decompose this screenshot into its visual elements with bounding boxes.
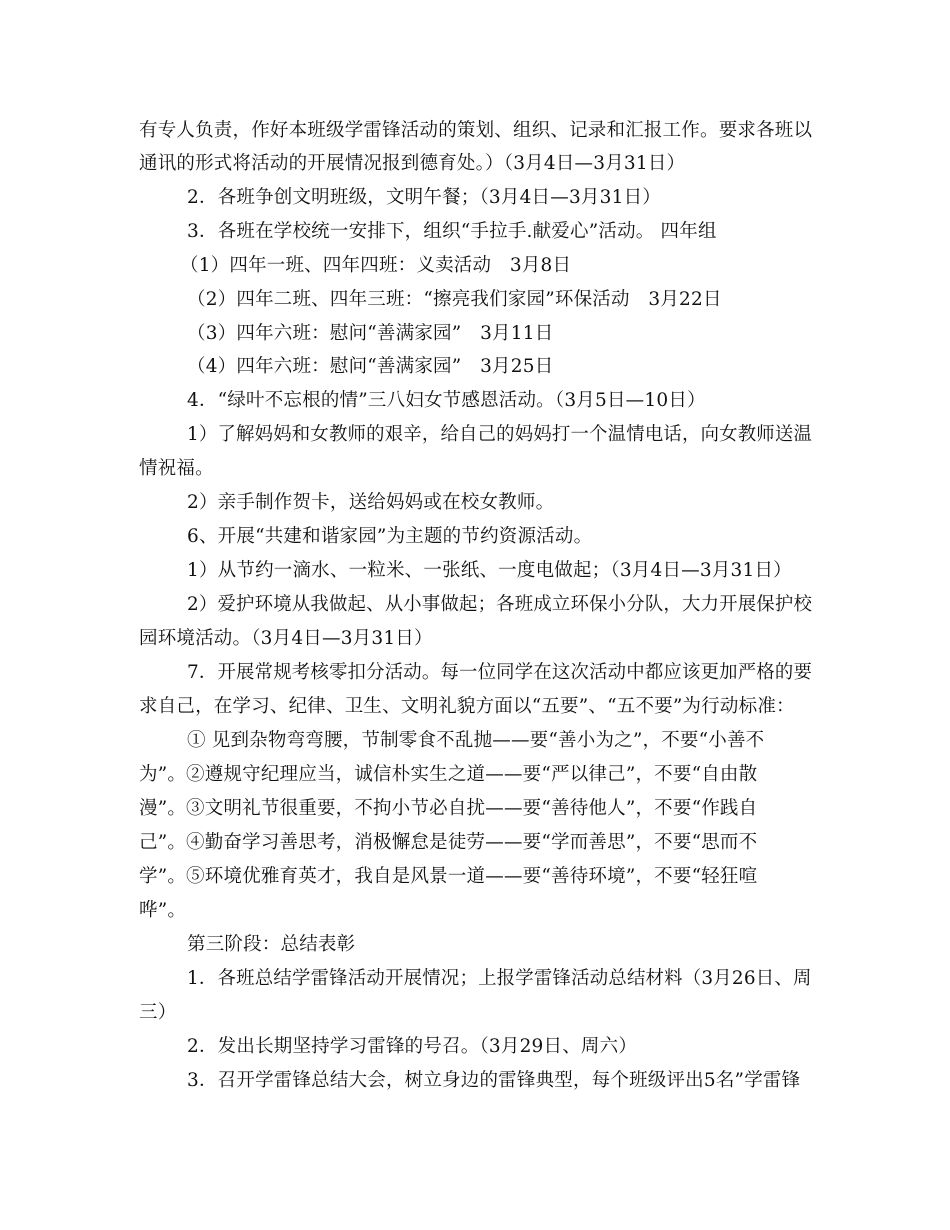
text-line: 求自己，在学习、纪律、卫生、文明礼貌方面以“五要”、“五不要”为行动标准： (139, 696, 795, 717)
text-line: 为”。②遵规守纪理应当，诚信朴实生之道——要“严以律己”，不要“自由散 (139, 764, 758, 785)
text-line: 漫”。③文明礼节很重要，不拘小节必自扰——要“善待他人”，不要“作践自 (139, 798, 758, 819)
text-line: （1）四年一班、四年四班：义卖活动 3月8日 (180, 255, 572, 276)
text-line: 情祝福。 (139, 458, 214, 479)
text-line: 己”。④勤奋学习善思考，消极懈怠是徒劳——要“学而善思”，不要“思而不 (139, 832, 758, 853)
text-line: 学”。⑤环境优雅育英才，我自是风景一道——要“善待环境”，不要“轻狂喧 (139, 866, 758, 887)
section-heading: 第三阶段：总结表彰 (187, 934, 356, 955)
text-line: 3．各班在学校统一安排下，组织“手拉手.献爱心”活动。 四年组 (187, 221, 717, 242)
text-line: 园环境活动。（3月4日—3月31日） (139, 628, 433, 649)
text-line: 2．发出长期坚持学习雷锋的号召。（3月29日、周六） (187, 1036, 638, 1057)
text-line: 7．开展常规考核零扣分活动。每一位同学在这次活动中都应该更加严格的要 (187, 662, 813, 683)
text-line: 三） (139, 1002, 177, 1023)
text-line: （4）四年六班：慰问“善满家园” 3月25日 (187, 356, 554, 377)
text-line: 3．召开学雷锋总结大会，树立身边的雷锋典型，每个班级评出5名”学雷锋 (187, 1070, 801, 1091)
text-line: 6、开展“共建和谐家园”为主题的节约资源活动。 (187, 526, 593, 547)
text-line: 通讯的形式将活动的开展情况报到德育处。）（3月4日—3月31日） (139, 153, 686, 174)
text-line: 2．各班争创文明班级，文明午餐；（3月4日—3月31日） (187, 187, 661, 208)
text-line: （2）四年二班、四年三班：“擦亮我们家园”环保活动 3月22日 (187, 289, 722, 310)
text-line: 1）了解妈妈和女教师的艰辛，给自己的妈妈打一个温情电话，向女教师送温 (187, 424, 813, 445)
text-line: 2）亲手制作贺卡，送给妈妈或在校女教师。 (187, 492, 555, 513)
text-line: 1．各班总结学雷锋活动开展情况；上报学雷锋活动总结材料（3月26日、周 (187, 968, 812, 989)
text-line: 有专人负责，作好本班级学雷锋活动的策划、组织、记录和汇报工作。要求各班以 (139, 120, 813, 141)
text-line: ① 见到杂物弯弯腰，节制零食不乱抛——要“善小为之”，不要“小善不 (187, 730, 765, 751)
text-line: 1）从节约一滴水、一粒米、一张纸、一度电做起；（3月4日—3月31日） (187, 560, 792, 581)
text-line: 哗”。 (139, 900, 187, 921)
text-line: 4．“绿叶不忘根的情”三八妇女节感恩活动。（3月5日—10日） (187, 390, 706, 411)
text-line: 2）爱护环境从我做起、从小事做起；各班成立环保小分队，大力开展保护校 (187, 594, 813, 615)
text-line: （3）四年六班：慰问“善满家园” 3月11日 (187, 323, 554, 344)
